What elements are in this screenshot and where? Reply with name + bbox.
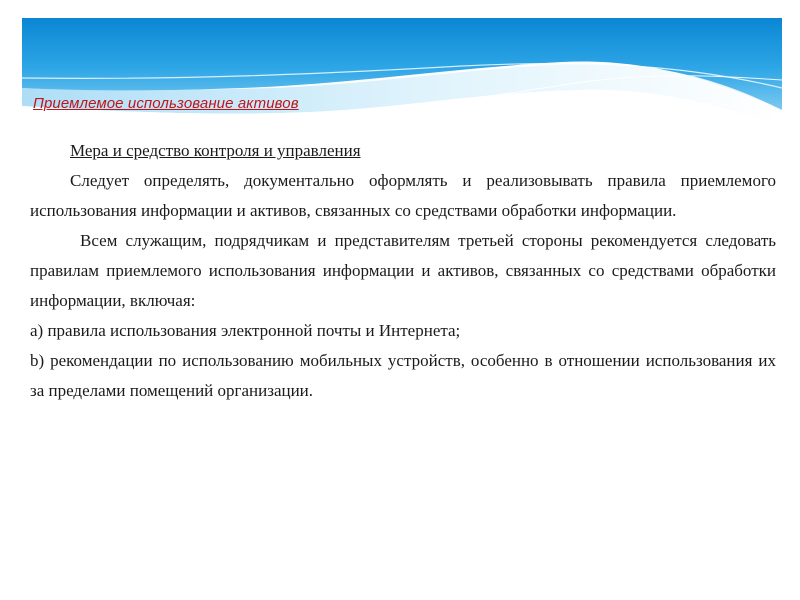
header-wave-decoration [22,18,782,138]
slide-title: Приемлемое использование активов [33,95,299,112]
paragraph-1: Следует определять, документально оформлять и реализовывать правила приемлемого использования информации и активов, связанных со средствами обработки информации. [30,171,776,220]
list-item-b: b) рекомендации по использованию мобильных устройств, особенно в отношении использования их за пределами помещений организации. [30,351,776,400]
subheading: Мера и средство контроля и управления [70,141,361,160]
body-text [30,136,776,406]
list-item-a: а) правила использования электронной почты и Интернета; [30,321,461,340]
paragraph-2: Всем служащим, подрядчикам и представителям третьей стороны рекомендуется следовать правилам приемлемого использования информации и активов, связанных со средствами обработки информации, включая: [30,231,776,310]
